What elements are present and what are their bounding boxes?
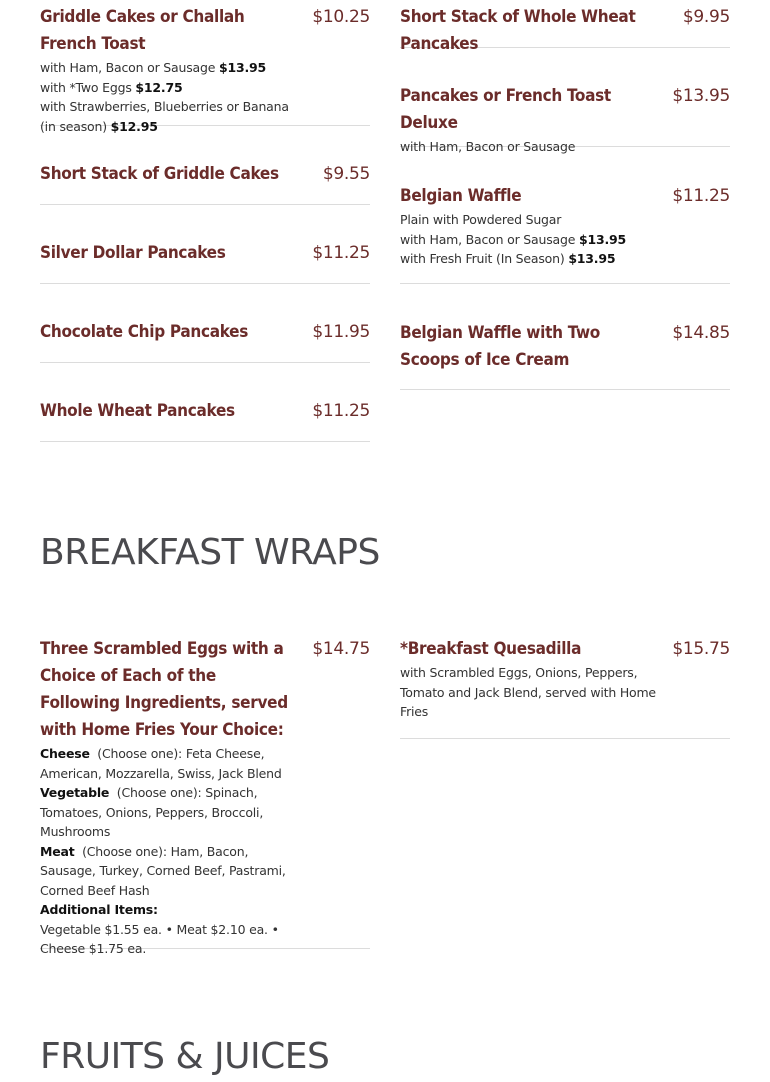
menu-item-chocolate-chip xyxy=(40,284,370,363)
option-price: $13.95 xyxy=(218,60,267,75)
item-price: $9.95 xyxy=(682,7,730,27)
item-price: $11.25 xyxy=(312,243,370,263)
menu-item-breakfast-quesadilla xyxy=(400,636,730,739)
item-name: *Breakfast Quesadilla xyxy=(400,639,582,659)
item-name: Chocolate Chip Pancakes xyxy=(40,322,249,342)
item-option xyxy=(400,249,730,269)
option-label: Vegetable xyxy=(40,785,110,800)
option-vegetable xyxy=(40,783,370,842)
item-price: $13.95 xyxy=(672,86,730,106)
item-option xyxy=(400,210,730,230)
item-price: $11.95 xyxy=(312,322,370,342)
additional-items-label xyxy=(40,900,370,920)
item-price: $10.25 xyxy=(312,7,370,27)
additional-label: Additional Items: xyxy=(40,902,158,917)
option-price: $12.75 xyxy=(135,79,183,95)
item-price: $14.85 xyxy=(672,323,730,343)
option-cheese xyxy=(40,744,370,783)
option-label: Meat xyxy=(40,843,75,859)
item-option xyxy=(40,58,370,78)
item-name: Pancakes or French Toast Deluxe xyxy=(400,86,611,133)
menu-item-griddle-cakes xyxy=(40,4,370,134)
menu-item-whole-wheat xyxy=(40,363,370,442)
option-label: Cheese xyxy=(40,746,90,761)
option-meat xyxy=(40,842,370,901)
item-description: with Scrambled Eggs, Onions, Peppers, Tomato and Jack Blend, served with Home Fries xyxy=(400,665,656,719)
item-option xyxy=(40,78,370,98)
wraps-right-column xyxy=(400,636,730,739)
item-name: Whole Wheat Pancakes xyxy=(40,401,235,421)
option-price: $13.95 xyxy=(578,231,627,247)
item-name: Griddle Cakes or Challah French Toast xyxy=(40,7,245,54)
item-price: $9.55 xyxy=(322,164,370,184)
item-name: Belgian Waffle with Two Scoops of Ice Cream xyxy=(400,323,600,370)
wraps-left-column xyxy=(40,636,370,956)
option-text: (Choose one): Ham, Bacon, Sausage, Turkey, Corned Beef, Pastrami, Corned Beef Hash xyxy=(40,843,286,898)
pancakes-left-column xyxy=(40,4,370,442)
option-text: with Fresh Fruit (In Season) xyxy=(400,251,565,266)
additional-items-text: Vegetable $1.55 ea. • Meat $2.10 ea. • Cheese $1.75 ea. xyxy=(40,921,279,956)
item-name: Belgian Waffle xyxy=(400,186,522,206)
item-price: $11.25 xyxy=(312,401,370,421)
item-name: Short Stack of Whole Wheat Pancakes xyxy=(400,7,636,54)
item-price: $15.75 xyxy=(672,639,730,659)
menu-item-scrambled-eggs-wrap xyxy=(40,636,370,956)
menu-item-short-stack-whole-wheat xyxy=(400,4,730,54)
option-text: with Ham, Bacon or Sausage xyxy=(400,139,576,154)
item-name: Short Stack of Griddle Cakes xyxy=(40,164,279,184)
item-option xyxy=(400,230,730,250)
option-price: $13.95 xyxy=(568,251,616,266)
section-title-breakfast-wraps: BREAKFAST WRAPS xyxy=(40,532,380,573)
option-text: Plain with Powdered Sugar xyxy=(400,212,562,227)
option-text: (Choose one): Feta Cheese, American, Mozzarella, Swiss, Jack Blend xyxy=(40,746,282,781)
option-text: with Ham, Bacon or Sausage xyxy=(40,60,216,75)
option-text: (Choose one): Spinach, Tomatoes, Onions, Peppers, Broccoli, Mushrooms xyxy=(40,785,264,839)
item-name: Three Scrambled Eggs with a Choice of Each of the Following Ingredients, served with Home Fries Your Choice: xyxy=(40,639,288,740)
item-price: $14.75 xyxy=(312,639,370,659)
option-text: with *Two Eggs xyxy=(40,79,132,95)
option-text: with Strawberries, Blueberries or Banana (in season) xyxy=(40,99,289,134)
section-title-fruits-juices: FRUITS & JUICES xyxy=(40,1036,330,1077)
menu-item-belgian-waffle xyxy=(400,147,730,284)
item-name: Silver Dollar Pancakes xyxy=(40,243,226,263)
pancakes-right-column xyxy=(400,4,730,390)
option-price: $12.95 xyxy=(110,118,158,134)
menu-item-short-stack-griddle xyxy=(40,126,370,205)
item-price: $11.25 xyxy=(672,186,730,206)
menu-item-pancakes-deluxe xyxy=(400,48,730,154)
option-text: with Ham, Bacon or Sausage xyxy=(400,231,576,247)
menu-item-belgian-waffle-ice-cream xyxy=(400,284,730,390)
menu-item-silver-dollar xyxy=(40,205,370,284)
